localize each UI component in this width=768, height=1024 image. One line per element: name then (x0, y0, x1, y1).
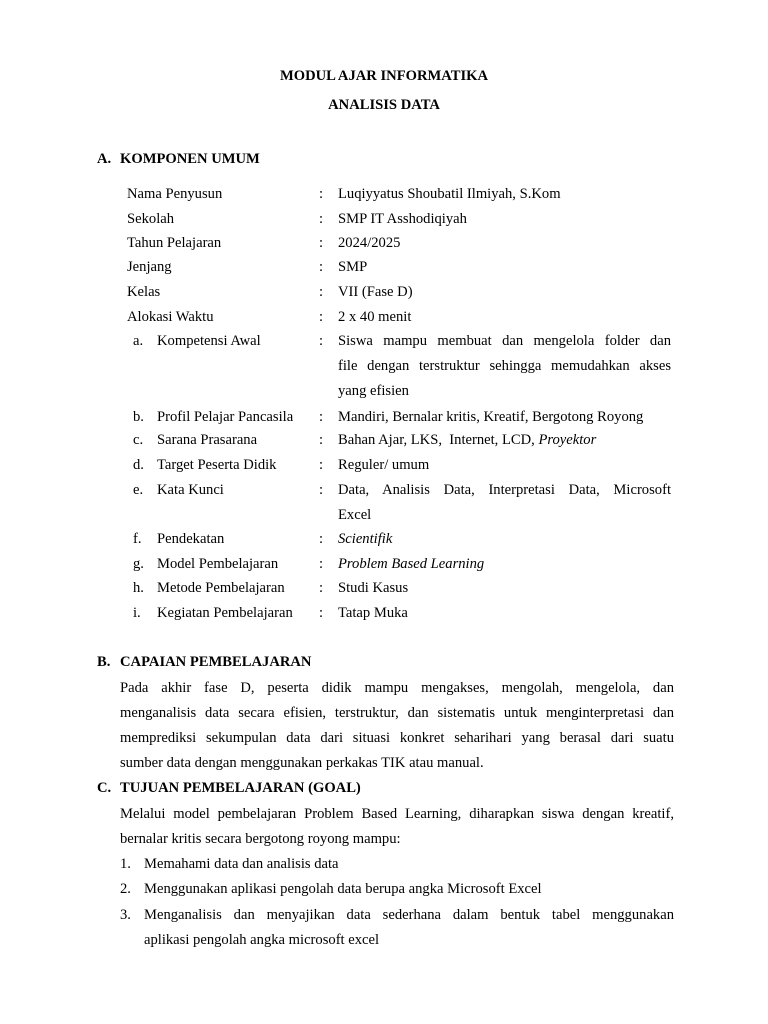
row-colon: : (319, 309, 324, 325)
item-value: Tatap Muka (338, 605, 408, 621)
intro-line: Melalui model pembelajaran Problem Based Learning, diharapkan siswa dengan kreatif, (120, 806, 674, 822)
goal-text: Memahami data dan analisis data (144, 856, 339, 872)
row-label: Alokasi Waktu (127, 309, 214, 325)
row-colon: : (319, 259, 324, 275)
goal-number: 1. (120, 856, 131, 872)
item-letter: a. (133, 333, 144, 349)
item-letter: f. (133, 531, 142, 547)
item-letter: b. (133, 409, 144, 425)
goal-number: 3. (120, 907, 131, 923)
item-value (338, 432, 596, 449)
intro-line: bernalar kritis secara bergotong royong mampu: (120, 831, 401, 847)
row-value: SMP IT Asshodiqiyah (338, 211, 467, 227)
row-label: Nama Penyusun (127, 186, 223, 202)
item-letter: i. (133, 605, 141, 621)
paragraph-line: Pada akhir fase D, peserta didik mampu mengakses, mengolah, mengelola, dan (120, 680, 674, 696)
section-c-letter: C. (97, 780, 112, 796)
item-value-line: Excel (338, 507, 372, 523)
row-label: Sekolah (127, 211, 175, 227)
item-value-italic: Scientifik (338, 531, 393, 547)
row-value: 2 x 40 menit (338, 309, 412, 325)
item-letter: g. (133, 556, 144, 572)
item-colon: : (319, 605, 324, 621)
row-colon: : (319, 235, 324, 251)
item-label: Kompetensi Awal (157, 333, 261, 349)
item-label: Model Pembelajaran (157, 556, 279, 572)
document-subtitle: ANALISIS DATA (328, 97, 440, 113)
row-value: 2024/2025 (338, 235, 401, 251)
item-letter: e. (133, 482, 144, 498)
paragraph-line: sumber data dengan menggunakan perkakas TIK atau manual. (120, 755, 484, 771)
row-value: SMP (338, 259, 368, 275)
paragraph-line: menganalisis data secara efisien, terstruktur, dan sistematis untuk menginterpretasi dan (120, 705, 674, 721)
item-colon: : (319, 580, 324, 596)
paragraph-line: memprediksi sekumpulan data dari situasi konkret seharihari yang berasal dari suatu (120, 730, 674, 746)
row-label: Jenjang (127, 259, 172, 275)
item-label: Sarana Prasarana (157, 432, 258, 448)
goal-number: 2. (120, 881, 131, 897)
row-label: Kelas (127, 284, 161, 300)
item-colon: : (319, 556, 324, 572)
goal-text: Menggunakan aplikasi pengolah data berupa angka Microsoft Excel (144, 881, 542, 897)
row-label: Tahun Pelajaran (127, 235, 222, 251)
goal-text: Menganalisis dan menyajikan data sederhana dalam bentuk tabel menggunakan (144, 907, 674, 923)
section-a-letter: A. (97, 151, 112, 167)
section-b-heading: CAPAIAN PEMBELAJARAN (120, 654, 312, 670)
item-colon: : (319, 482, 324, 498)
row-colon: : (319, 284, 324, 300)
item-value: Studi Kasus (338, 580, 409, 596)
item-value-line: file dengan terstruktur sehingga memudahkan akses (338, 358, 671, 374)
item-label: Pendekatan (157, 531, 225, 547)
row-colon: : (319, 211, 324, 227)
document-title: MODUL AJAR INFORMATIKA (279, 68, 489, 84)
item-letter: c. (133, 432, 144, 448)
row-value: Luqiyyatus Shoubatil Ilmiyah, S.Kom (338, 186, 561, 202)
section-b-letter: B. (97, 654, 111, 670)
section-c-heading: TUJUAN PEMBELAJARAN (GOAL) (120, 780, 361, 796)
item-value-line: yang efisien (338, 383, 409, 399)
item-value: Reguler/ umum (338, 457, 430, 473)
item-letter: h. (133, 580, 144, 596)
item-value-italic: Problem Based Learning (338, 556, 485, 572)
item-value-line: Data, Analisis Data, Interpretasi Data, Microsoft (338, 482, 671, 498)
item-colon: : (319, 333, 324, 349)
item-label: Kata Kunci (157, 482, 224, 498)
item-colon: : (319, 457, 324, 473)
item-label: Target Peserta Didik (157, 457, 277, 473)
item-label: Kegiatan Pembelajaran (157, 605, 293, 621)
item-label: Metode Pembelajaran (157, 580, 285, 596)
item-colon: : (319, 409, 324, 425)
goal-text: aplikasi pengolah angka microsoft excel (144, 932, 380, 948)
item-letter: d. (133, 457, 144, 473)
item-value-line: Siswa mampu membuat dan mengelola folder dan (338, 333, 671, 349)
item-value: Mandiri, Bernalar kritis, Kreatif, Bergotong Royong (338, 409, 644, 425)
section-a-heading: KOMPONEN UMUM (120, 151, 260, 167)
item-value-italic: Proyektor (538, 432, 597, 448)
item-label: Profil Pelajar Pancasila (157, 409, 294, 425)
row-colon: : (319, 186, 324, 202)
item-colon: : (319, 531, 324, 547)
item-value-text: Bahan Ajar, LKS, Internet, LCD, (338, 432, 535, 448)
item-colon: : (319, 432, 324, 448)
row-value: VII (Fase D) (338, 284, 413, 300)
